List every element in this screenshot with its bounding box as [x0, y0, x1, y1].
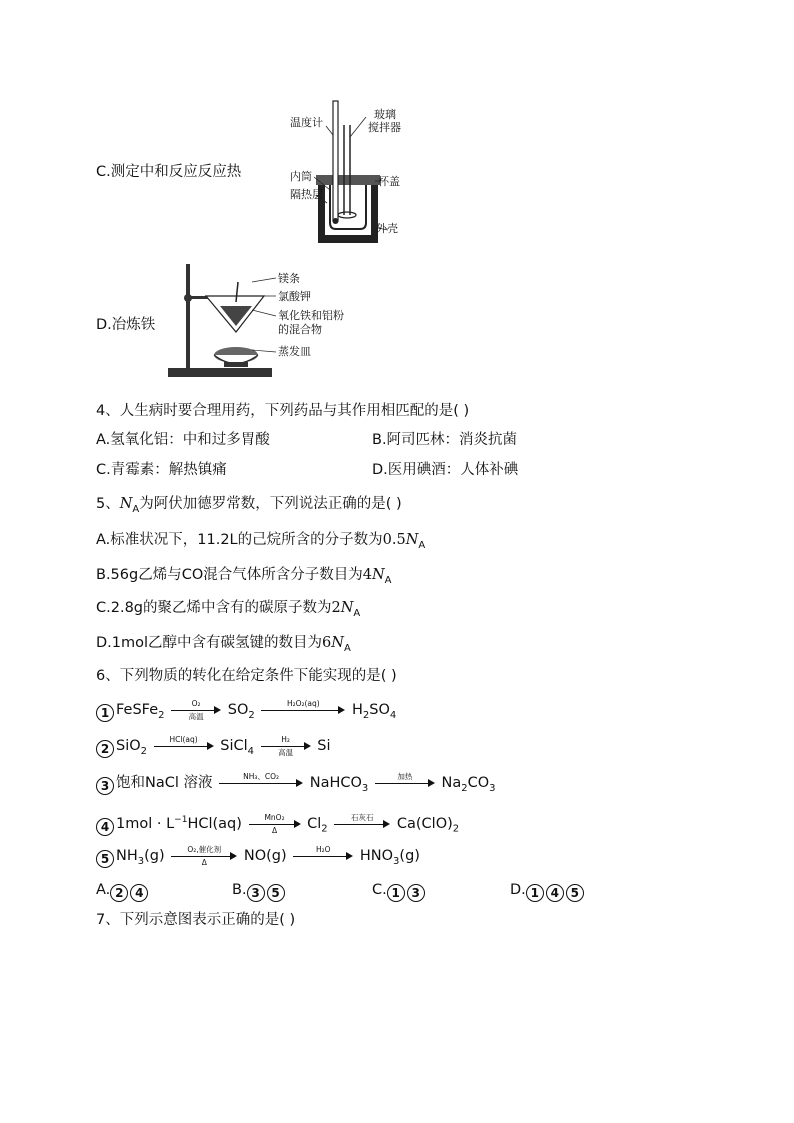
q4-option-d: D.医用碘酒：人体补碘 — [372, 462, 519, 478]
q6-reaction-5: 5 $NH_3(g)$ O₂,催化剂 Δ NO(g) H₂O $HNO_3(g)$ — [96, 846, 420, 872]
q4-option-a: A.氢氧化铝：中和过多胃酸 — [96, 432, 270, 448]
reaction-arrow: H₂ 高温 — [261, 736, 311, 756]
option-c-label: C.测定中和反应反应热 — [96, 164, 242, 180]
q6-reaction-2: 2 SiO$_2$ HCl(aq) SiCl$_4$ H₂ 高温 Si — [96, 736, 330, 762]
q5-option-b: B.56g乙烯与CO混合气体所含分子数目为$4N_A$ — [96, 567, 392, 586]
dish-label: 蒸发皿 — [278, 345, 311, 358]
thermometer — [333, 101, 338, 221]
q6-option-b: B. 3 5 — [232, 880, 287, 902]
stand-base — [168, 368, 272, 377]
reaction-arrow: H₂O₂(aq) — [261, 700, 345, 720]
stirrer-label-2: 搅拌器 — [368, 121, 401, 134]
reaction-arrow: MnO₂ Δ — [249, 814, 301, 834]
q5-option-a: A.标准状况下，11.2L的己烷所含的分子数为$0.5N_A$ — [96, 532, 426, 551]
thermometer-label: 温度计 — [290, 116, 323, 129]
q4-stem: 4、人生病时要合理用药，下列药品与其作用相匹配的是( ) — [96, 403, 470, 419]
inner-cup-label: 内筒 — [290, 170, 312, 183]
mg-label: 镁条 — [278, 272, 300, 285]
circled-number: 5 — [96, 850, 114, 868]
circled-number: 2 — [96, 740, 114, 758]
q6-option-d: D. 1 4 5 — [510, 880, 586, 902]
q7-stem: 7、下列示意图表示正确的是( ) — [96, 912, 296, 928]
reaction-arrow: NH₃、CO₂ — [219, 773, 303, 793]
q5-option-d: D.1mol乙醇中含有碳氢键的数目为$6N_A$ — [96, 635, 351, 654]
outer-shell-label: 外壳 — [376, 222, 398, 235]
circled-number: 4 — [96, 818, 114, 836]
q4-option-c: C.青霉素：解热镇痛 — [96, 462, 227, 478]
stand-rod — [186, 264, 190, 370]
option-d-label: D.冶炼铁 — [96, 317, 156, 333]
lid-label: 杯盖 — [378, 175, 400, 188]
insulation-label: 隔热层 — [290, 188, 323, 201]
reaction-arrow: 加热 — [375, 773, 435, 793]
q6-stem: 6、下列物质的转化在给定条件下能实现的是( ) — [96, 668, 397, 684]
q6-reaction-4: 4 $1mol \cdot L^{-1}HCl(aq)$ MnO₂ Δ $Cl_2$ 石灰石 $Ca(ClO)_2$ — [96, 810, 459, 840]
mixture-label-1: 氧化铁和铝粉 — [278, 309, 344, 322]
q6-reaction-1: 1 FeSFe$_2$ O₂ 高温 $SO_2$ H₂O₂(aq) $H_2SO_4$ — [96, 700, 396, 726]
thermite-leaders — [252, 270, 282, 355]
circled-number: 3 — [96, 777, 114, 795]
stirrer-label-1: 玻璃 — [374, 108, 396, 121]
reaction-arrow: O₂,催化剂 Δ — [171, 846, 237, 866]
q4-option-b: B.阿司匹林：消炎抗菌 — [372, 432, 518, 448]
q6-reaction-3: 3 饱和NaCl 溶液 NH₃、CO₂ NaHCO$_3$ 加热 $Na_2CO_3$ — [96, 773, 496, 799]
q6-option-c: C. 1 3 — [372, 880, 427, 902]
kclo3-label: 氯酸钾 — [278, 290, 311, 303]
q6-option-a: A. 2 4 — [96, 880, 150, 902]
lid — [316, 175, 380, 185]
reaction-arrow: O₂ 高温 — [171, 700, 221, 720]
reaction-arrow: H₂O — [293, 846, 353, 866]
q5-stem: 5、$N_A$为阿伏加德罗常数，下列说法正确的是( ) — [96, 496, 402, 515]
mixture-label-2: 的混合物 — [278, 323, 322, 336]
circled-number: 1 — [96, 704, 114, 722]
q5-option-c: C.2.8g的聚乙烯中含有的碳原子数为$2N_A$ — [96, 600, 361, 619]
reaction-arrow: 石灰石 — [334, 814, 390, 834]
reaction-arrow: HCl(aq) — [154, 736, 214, 756]
